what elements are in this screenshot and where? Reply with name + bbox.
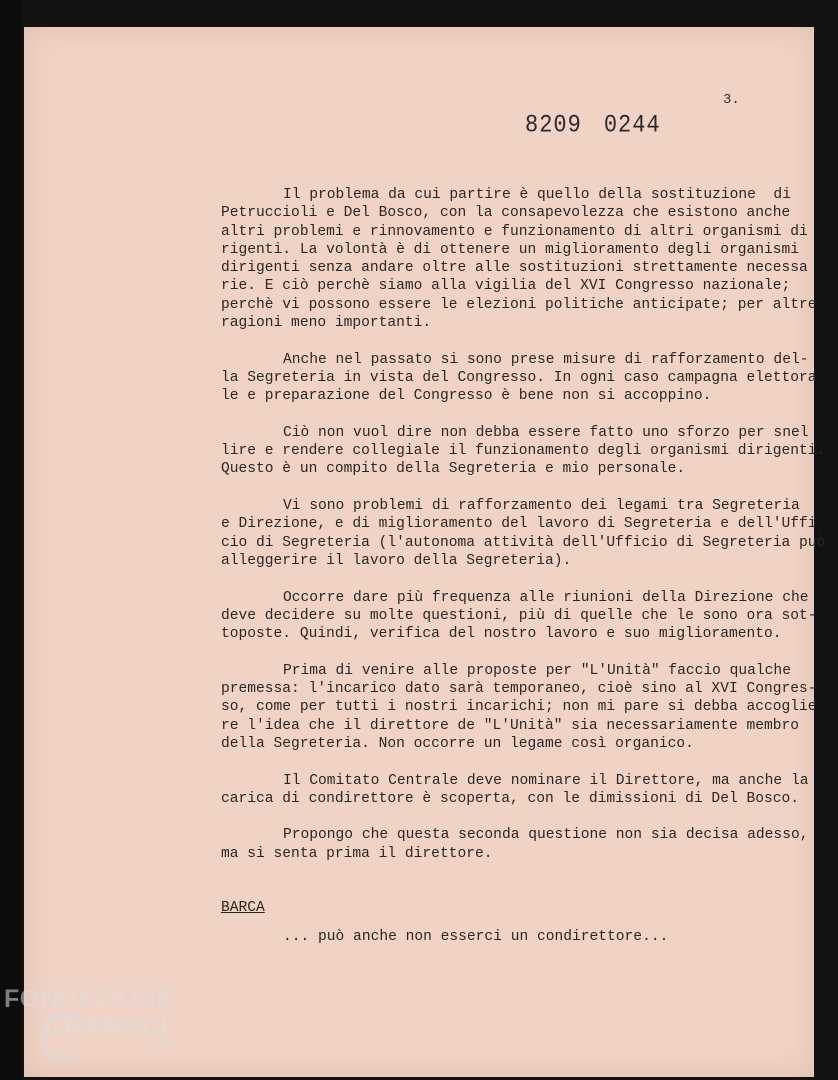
watermark-line: FONDAZIONE <box>4 985 175 1013</box>
text-line: rie. E ciò perchè siamo alla vigilia del XVI Congresso nazionale; <box>221 278 791 295</box>
paragraph <box>221 186 817 332</box>
text-line: carica di condirettore è scoperta, con le dimissioni di Del Bosco. <box>221 790 800 807</box>
paragraph <box>221 589 817 644</box>
text-line: Prima di venire alle proposte per "L'Unità" faccio qualche <box>283 662 791 679</box>
paragraph <box>221 662 817 753</box>
text-line: dirigenti senza andare oltre alle sostituzioni strettamente necessa <box>221 260 808 277</box>
text-line: cio di Segreteria (l'autonoma attività dell'Ufficio di Segreteria può <box>221 534 826 551</box>
binder-strip <box>0 0 22 1080</box>
text-line: della Segreteria. Non occorre un legame così organico. <box>221 735 694 752</box>
text-line: perchè vi possono essere le elezioni politiche anticipate; per altre <box>221 296 817 313</box>
watermark-line: GRAMSCI <box>44 1013 170 1041</box>
paragraph <box>221 497 826 570</box>
text-line: re l'idea che il direttore de "L'Unità" sia necessariamente membro <box>221 717 800 734</box>
logo-mark-icon <box>40 1011 90 1061</box>
text-line: ragioni meno importanti. <box>221 315 432 332</box>
text-line: so, come per tutti i nostri incarichi; non mi pare si debba accoglie <box>221 699 817 716</box>
text-line: e Direzione, e di miglioramento del lavoro di Segreteria e dell'Uffi <box>221 516 817 533</box>
text-line: ma si senta prima il direttore. <box>221 845 493 862</box>
document-code-part: 0244 <box>603 111 661 140</box>
text-line: Petruccioli e Del Bosco, con la consapevolezza che esistono anche <box>221 205 791 222</box>
text-line: rigenti. La volontà è di ottenere un miglioramento degli organismi <box>221 241 800 258</box>
watermark-line: onlus <box>152 1038 176 1049</box>
speaker-name: BARCA <box>221 900 265 916</box>
text-line: Vi sono problemi di rafforzamento dei legami tra Segreteria <box>283 498 800 515</box>
paragraph <box>221 826 809 863</box>
fondazione-gramsci-watermark <box>4 985 204 1049</box>
text-line: Il Comitato Centrale deve nominare il Direttore, ma anche la <box>283 772 809 789</box>
text-line: la Segreteria in vista del Congresso. In ogni caso campagna elettora <box>221 369 817 386</box>
text-line: lire e rendere collegiale il funzionamento degli organismi dirigenti. <box>221 443 826 460</box>
page-number: 3. <box>723 92 740 108</box>
text-line: Questo è un compito della Segreteria e mio personale. <box>221 461 686 478</box>
document-code <box>525 111 661 140</box>
text-line: Occorre dare più frequenza alle riunioni della Direzione che <box>283 589 809 606</box>
paragraph <box>221 772 809 809</box>
paragraph <box>221 424 826 479</box>
text-line: deve decidere su molte questioni, più di quelle che le sono ora sot- <box>221 607 817 624</box>
text-line: Anche nel passato si sono prese misure di rafforzamento del- <box>283 351 809 368</box>
text-line: le e preparazione del Congresso è bene non si accoppino. <box>221 388 712 405</box>
text-line: altri problemi e rinnovamento e funzionamento di altri organismi di <box>221 223 808 240</box>
paragraph <box>221 351 817 406</box>
document-body <box>221 186 826 881</box>
text-line: alleggerire il lavoro della Segreteria). <box>221 552 572 569</box>
text-line: premessa: l'incarico dato sarà temporaneo, cioè sino al XVI Congres- <box>221 681 817 698</box>
text-line: Il problema da cui partire è quello della sostituzione di <box>283 187 791 203</box>
speaker-reply: ... può anche non esserci un condirettore... <box>283 929 669 945</box>
text-line: Ciò non vuol dire non debba essere fatto uno sforzo per snel <box>283 424 809 441</box>
text-line: toposte. Quindi, verifica del nostro lavoro e suo miglioramento. <box>221 626 782 643</box>
text-line: Propongo che questa seconda questione non sia decisa adesso, <box>283 827 809 844</box>
document-code-part: 8209 <box>525 111 582 140</box>
